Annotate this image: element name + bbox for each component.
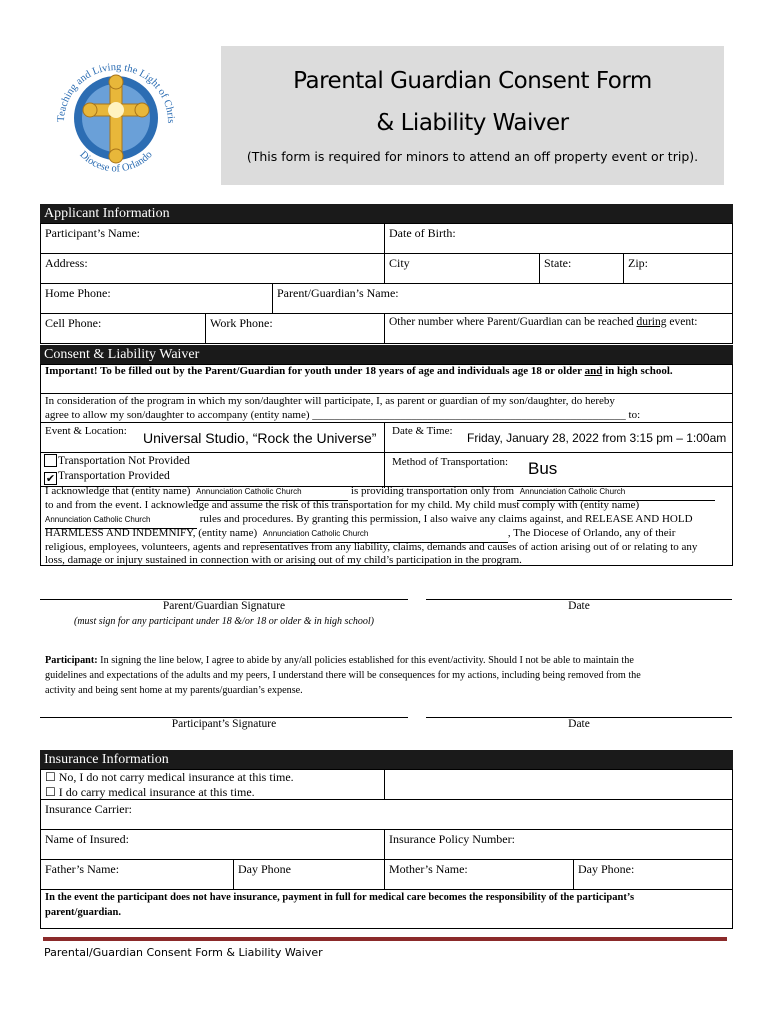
city-label: City <box>389 256 410 270</box>
date-label-2: Date <box>568 718 590 730</box>
page-title-line2: & Liability Waiver <box>376 110 569 136</box>
ack-line-6: loss, damage or injury sustained in connection with or arising out of my child’s participation in the program. <box>45 554 522 566</box>
father-name-field[interactable] <box>40 859 234 890</box>
transport-provided[interactable] <box>44 469 170 485</box>
guardian-signature-label: Parent/Guardian Signature <box>162 600 286 612</box>
dob-field[interactable] <box>384 223 733 254</box>
father-day-phone-label: Day Phone <box>238 862 291 876</box>
city-field[interactable] <box>384 253 540 284</box>
date-label-1: Date <box>568 600 590 612</box>
footer-rule <box>43 937 727 941</box>
participant-agreement-3: activity and being sent home at my parents/guardian’s expense. <box>45 685 303 696</box>
cell-phone-field[interactable] <box>40 313 206 344</box>
date-time-label: Date & Time: <box>392 425 453 437</box>
important-text: Important! To be filled out by the Parent/Guardian for youth under 18 years of age and individuals age 18 or older <box>45 365 585 377</box>
participant-signature-label: Participant’s Signature <box>171 718 277 730</box>
ack-text-3: rules and procedures. By granting this permission, I also waive any claims against, and RELEASE AND HOLD <box>197 513 693 525</box>
no-insurance-option[interactable]: ☐ No, I do not carry medical insurance at this time. <box>45 770 294 784</box>
insurance-carrier-field[interactable] <box>40 799 733 830</box>
policy-number-field[interactable] <box>384 829 733 860</box>
footer-text: Parental/Guardian Consent Form & Liability Waiver <box>44 946 323 959</box>
insurance-options[interactable] <box>40 769 385 800</box>
page-title: Parental Guardian Consent Form <box>293 68 652 94</box>
ack-text-2: is providing transportation only from <box>348 485 517 497</box>
ack-text-4: HARMLESS AND INDEMNIFY, (entity name) <box>45 527 260 539</box>
ack-text-4b: , The Diocese of Orlando, any of their <box>507 527 676 539</box>
other-number-label: Other number where Parent/Guardian can be reached <box>389 316 637 328</box>
state-label: State: <box>544 256 572 270</box>
mother-day-phone-field[interactable] <box>573 859 733 890</box>
participant-name-label: Participant’s Name: <box>45 226 140 240</box>
consideration-line-2: agree to allow my son/daughter to accompany (entity name) _________________________________________________________ to: <box>45 409 641 421</box>
consent-section-header: Consent & Liability Waiver <box>40 345 733 364</box>
state-field[interactable] <box>539 253 624 284</box>
title-box <box>221 46 724 185</box>
insurance-note-1: In the event the participant does not have insurance, payment in full for medical care becomes the responsibility of the participant’s <box>45 892 635 903</box>
mother-name-field[interactable] <box>384 859 574 890</box>
policy-number-label: Insurance Policy Number: <box>389 832 515 846</box>
zip-field[interactable] <box>623 253 733 284</box>
logo-bottom-text: Diocese of Orlando <box>77 149 155 175</box>
father-name-label: Father’s Name: <box>45 862 120 876</box>
consideration-line-1: In consideration of the program in which my son/daughter will participate, I, as parent or guardian of my son/daughter, do hereby <box>45 395 615 407</box>
participant-text: In signing the line below, I agree to abide by any/all policies established for this event/activity. Should I not be able to maintain the <box>97 655 634 666</box>
transport-not-label: Transportation Not Provided <box>58 455 190 467</box>
logo-arc-text: Teaching and Living the Light of Chris <box>55 61 177 124</box>
transport-not-checkbox[interactable] <box>44 454 57 467</box>
entity-name-2[interactable]: Annunciation Catholic Church <box>517 485 715 501</box>
important-note <box>45 364 725 379</box>
page-subtitle: (This form is required for minors to attend an off property event or trip). <box>246 149 699 164</box>
mother-day-phone-label: Day Phone: <box>578 862 635 876</box>
event-location-value[interactable]: Universal Studio, “Rock the Universe” <box>143 430 377 446</box>
address-label: Address: <box>45 256 88 270</box>
method-label: Method of Transportation: <box>392 456 509 468</box>
zip-label: Zip: <box>628 256 648 270</box>
participant-name-field[interactable] <box>40 223 385 254</box>
insured-name-field[interactable] <box>40 829 385 860</box>
entity-name-1[interactable]: Annunciation Catholic Church <box>193 485 348 501</box>
method-value[interactable]: Bus <box>528 459 558 478</box>
date-time-value[interactable]: Friday, January 28, 2022 from 3:15 pm – 1:00am <box>467 431 727 445</box>
guardian-signature-note: (must sign for any participant under 18 &/or 18 or older & in high school) <box>74 616 374 627</box>
cell-phone-label: Cell Phone: <box>45 316 102 330</box>
guardian-name-label: Parent/Guardian’s Name: <box>277 286 399 300</box>
ack-line-2: to and from the event. I acknowledge and assume the risk of this transportation for my child. My child must comply with (entity name) <box>45 499 640 511</box>
event-location-label: Event & Location: <box>45 425 127 437</box>
home-phone-field[interactable] <box>40 283 273 314</box>
transport-provided-checkbox[interactable]: ✔ <box>45 473 56 485</box>
insurance-note-2: parent/guardian. <box>45 907 121 918</box>
home-phone-label: Home Phone: <box>45 286 111 300</box>
entity-name-4[interactable]: Annunciation Catholic Church <box>260 527 508 543</box>
applicant-section-header: Applicant Information <box>40 204 733 223</box>
other-number-during: during <box>636 316 667 328</box>
entity-name-3[interactable]: Annunciation Catholic Church <box>45 513 197 529</box>
participant-bold: Participant: <box>45 655 98 666</box>
ack-line-5: religious, employees, volunteers, agents and representatives from any liability, claims, demands and causes of action arising out of or relating to any <box>45 541 698 553</box>
important-text-end: in high school. <box>602 365 673 377</box>
address-field[interactable] <box>40 253 385 284</box>
mother-name-label: Mother’s Name: <box>389 862 468 876</box>
ack-text: I acknowledge that (entity name) <box>45 485 194 497</box>
work-phone-field[interactable] <box>205 313 385 344</box>
insurance-section-header: Insurance Information <box>40 750 733 769</box>
yes-insurance-option[interactable]: ☐ I do carry medical insurance at this time. <box>45 784 255 799</box>
guardian-name-field[interactable] <box>272 283 733 314</box>
diocese-logo <box>46 42 182 188</box>
important-and: and <box>584 365 603 377</box>
insurance-carrier-label: Insurance Carrier: <box>45 802 132 816</box>
other-number-label-end: event: <box>666 316 698 328</box>
participant-agreement-1 <box>45 654 634 669</box>
participant-agreement-2: guidelines and expectations of the adults and my peers, I understand there will be consequences for my actions, including being removed from the <box>45 670 641 681</box>
dob-label: Date of Birth: <box>389 226 456 240</box>
work-phone-label: Work Phone: <box>210 316 273 330</box>
transport-yes-label: Transportation Provided <box>58 470 170 482</box>
insurance-blank-cell <box>384 769 733 800</box>
insured-name-label: Name of Insured: <box>45 832 129 846</box>
other-number-field[interactable] <box>384 313 733 344</box>
transport-not-provided[interactable] <box>44 454 190 469</box>
father-day-phone-field[interactable] <box>233 859 385 890</box>
